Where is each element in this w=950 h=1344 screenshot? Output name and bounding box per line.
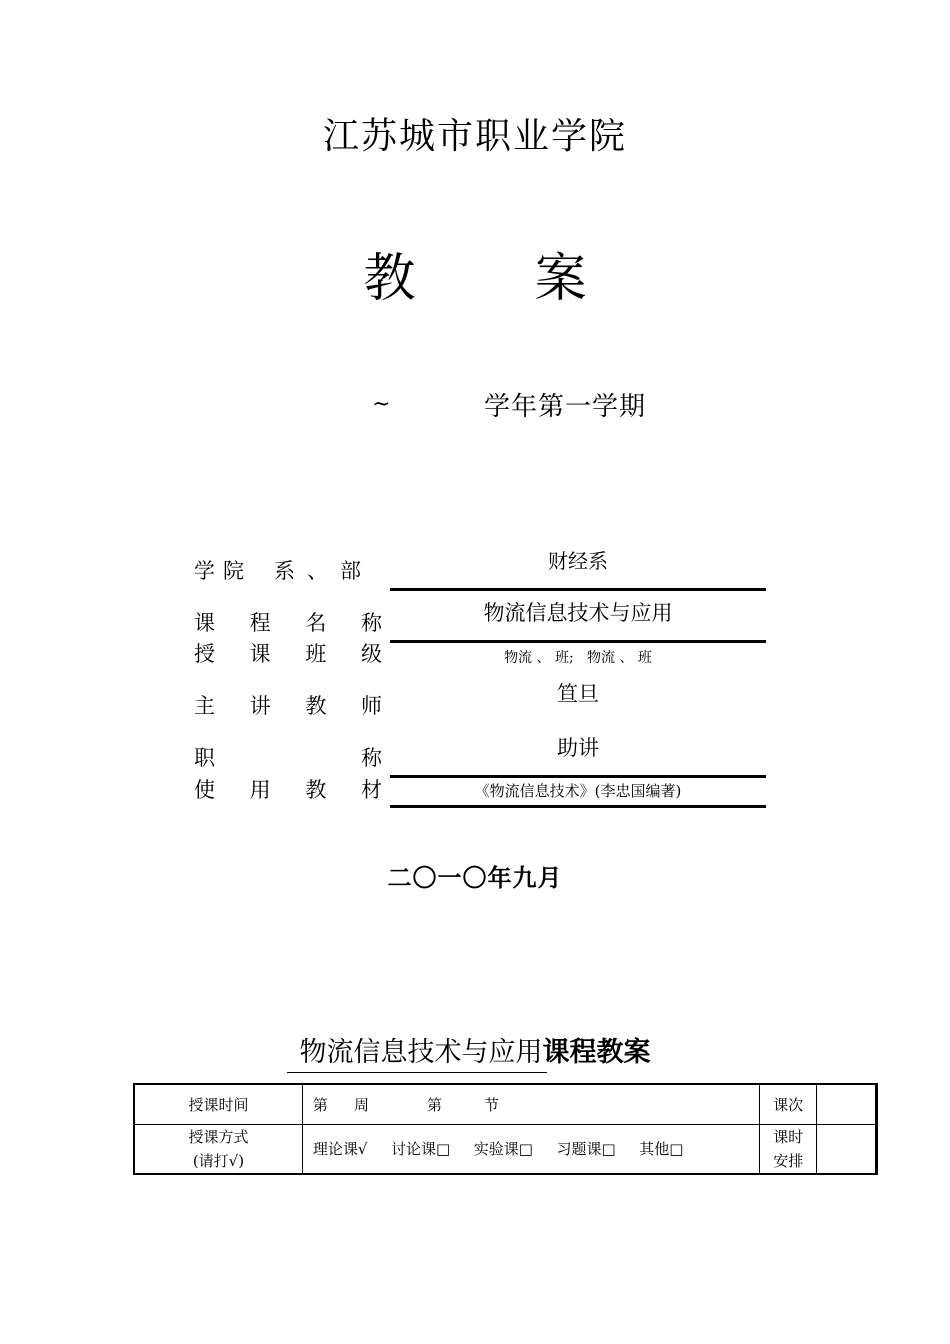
week-unit: 周 [353,1095,369,1114]
section-prefix: 第 [426,1095,442,1114]
title-underline [390,775,766,778]
course-name-underline [390,640,766,643]
title-value: 助讲 [557,736,599,760]
course-plan-course-name: 物流信息技术与应用 [299,1037,543,1068]
course-header-underline [287,1072,547,1073]
method-hint: (请打√) [192,1151,245,1170]
label-char: 主 [194,694,215,718]
option-exercise[interactable]: 习题课□ [556,1140,616,1159]
department-underline [390,588,766,591]
label-char: 课 [194,611,215,635]
textbook-label [194,774,382,804]
course-name-label [194,607,382,637]
department-label [194,555,382,585]
school-name: 江苏城市职业学院 [322,116,627,157]
academic-year-separator: ~ [372,392,391,417]
label-char: 讲 [249,694,271,718]
teacher-label [194,690,382,720]
document-date: 二〇一〇年九月 [387,863,563,892]
textbook-underline [390,805,766,808]
lesson-number-label-cell [760,1084,817,1124]
label-char: 名 [305,611,327,635]
label-char: 级 [360,642,382,666]
title-char-1: 教 [363,249,416,309]
department-label-part1: 学院 [194,559,252,583]
course-name-value: 物流信息技术与应用 [483,601,673,625]
lesson-number-label: 课次 [773,1095,804,1114]
course-plan-suffix: 课程教案 [542,1037,651,1068]
semester-label: 学年第一学期 [484,392,647,422]
week-prefix: 第 [312,1095,328,1114]
label-char: 使 [194,778,215,802]
option-discussion[interactable]: 讨论课□ [391,1140,451,1159]
class-value: 物流 、 班; 物流 、 班 [504,650,652,666]
label-char: 教 [305,778,327,802]
title-label [194,742,382,772]
label-char: 班 [305,642,327,666]
option-lecture[interactable]: 理论课√ [312,1140,368,1159]
hours-label-line1: 课时 [773,1127,804,1146]
time-label: 授课时间 [188,1095,249,1114]
label-char: 教 [305,694,327,718]
option-lab[interactable]: 实验课□ [473,1140,533,1159]
label-char: 程 [249,611,271,635]
hours-label-cell [760,1124,817,1174]
title-char-2: 案 [534,249,587,309]
teacher-value: 笪旦 [557,682,599,706]
textbook-value: 《物流信息技术》(李忠国编著) [474,782,682,800]
label-char: 师 [360,694,382,718]
method-options-cell [302,1124,759,1174]
class-label [194,638,382,668]
document-title [0,236,950,311]
department-value: 财经系 [548,549,608,573]
method-label: 授课方式 [188,1127,249,1146]
table-row [134,1124,877,1174]
time-label-cell [134,1084,302,1124]
label-char: 职 [194,746,215,770]
course-plan-header [0,1030,950,1069]
label-char: 课 [249,642,271,666]
section-unit: 节 [483,1095,499,1114]
label-char: 称 [361,746,382,770]
table-row [134,1084,877,1124]
method-label-cell [134,1124,302,1174]
week-section-cell [302,1084,759,1124]
option-other[interactable]: 其他□ [639,1140,684,1159]
label-char: 称 [360,611,382,635]
label-char: 材 [360,778,382,802]
lesson-number-value-cell[interactable] [817,1084,877,1124]
label-char: 用 [249,778,271,802]
label-char: 授 [194,642,215,666]
hours-label-line2: 安排 [773,1151,804,1170]
hours-value-cell[interactable] [817,1124,877,1174]
schedule-table [133,1083,878,1175]
department-label-part2: 系、部 [274,559,373,583]
